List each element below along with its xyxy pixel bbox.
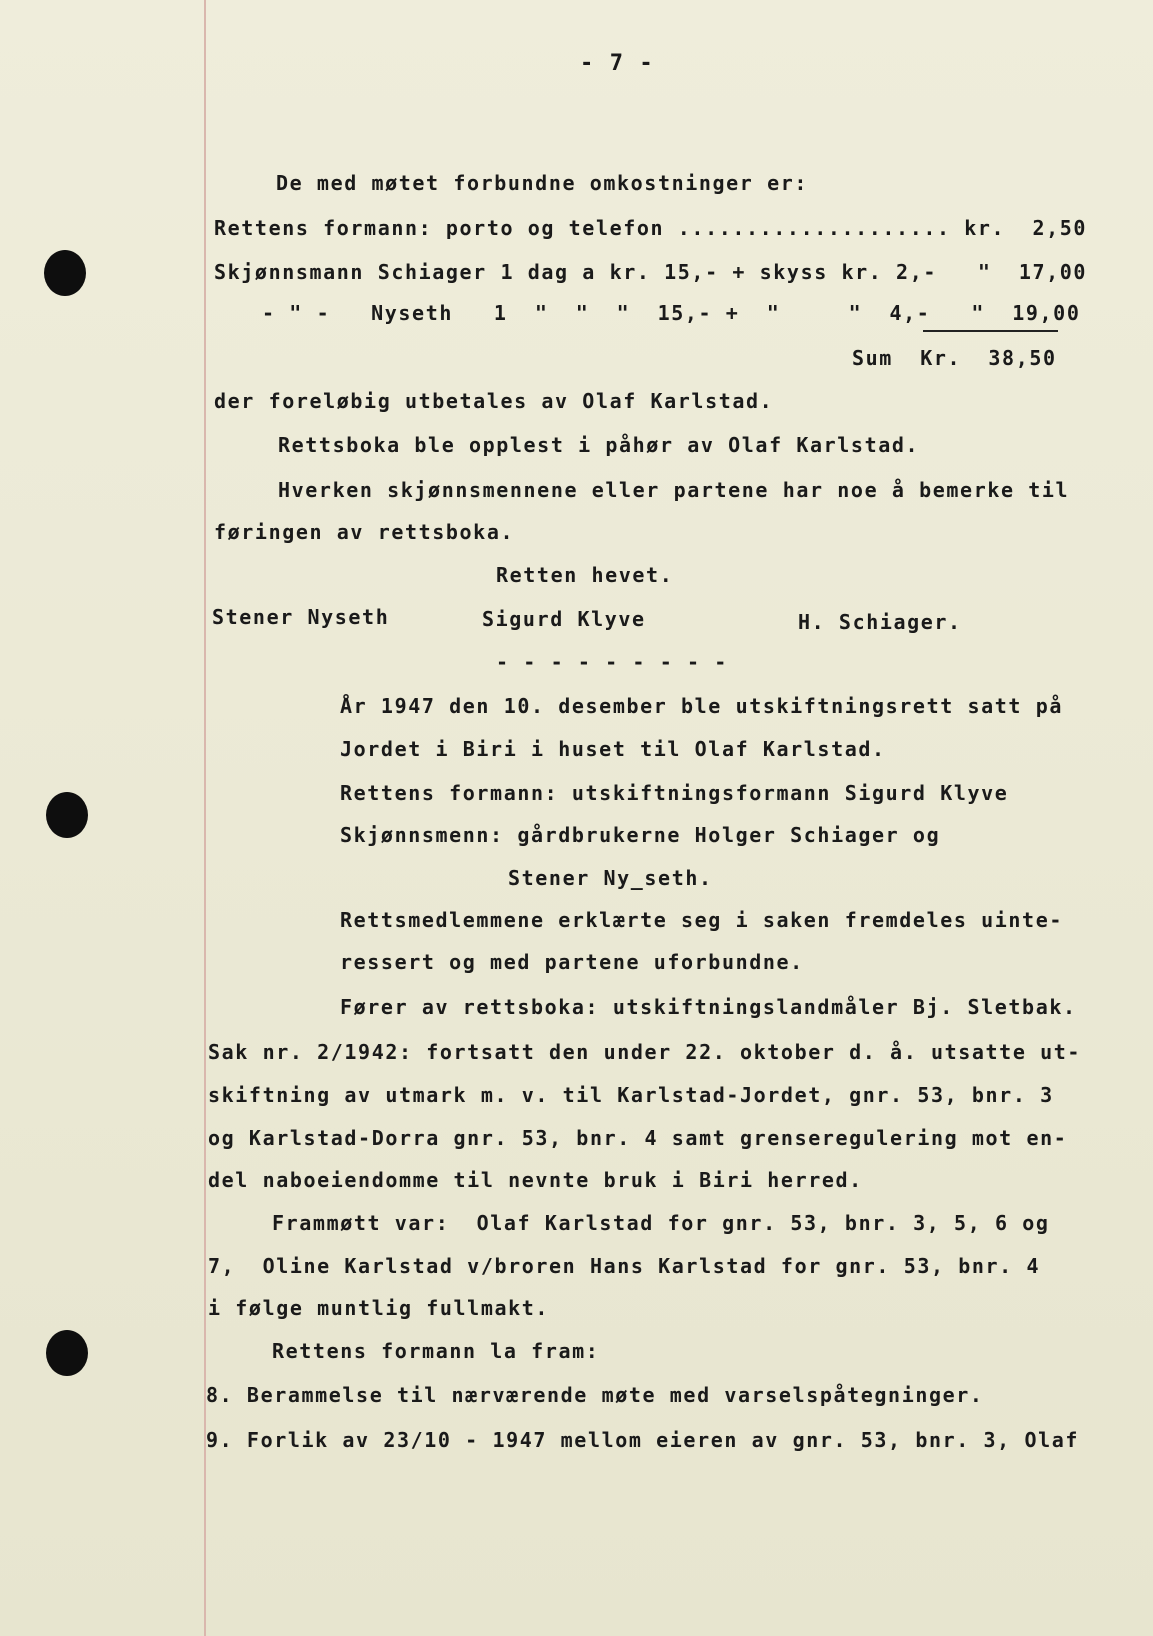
text-line: Rettsboka ble opplest i påhør av Olaf Karlstad. [278,433,920,457]
text-line: 9. Forlik av 23/10 - 1947 mellom eieren av gnr. 53, bnr. 3, Olaf [206,1428,1080,1452]
text-line: i følge muntlig fullmakt. [208,1296,550,1320]
signature-name: Sigurd Klyve [482,607,646,631]
text-line: - " - Nyseth 1 " " " 15,- + " " 4,- " 19,00 [262,301,1081,325]
text-line: 7, Oline Karlstad v/broren Hans Karlstad for gnr. 53, bnr. 4 [208,1254,1041,1278]
text-line: skiftning av utmark m. v. til Karlstad-Jordet, gnr. 53, bnr. 3 [208,1083,1054,1107]
text-line: ressert og med partene uforbundne. [340,950,804,974]
text-line: 8. Berammelse til nærværende møte med varselspåtegninger. [206,1383,984,1407]
punch-hole [46,792,88,838]
text-line: De med møtet forbundne omkostninger er: [276,171,808,195]
text-line: Rettsmedlemmene erklærte seg i saken fremdeles uinte- [340,908,1063,932]
page-number: - 7 - [580,51,655,76]
text-line: og Karlstad-Dorra gnr. 53, bnr. 4 samt grenseregulering mot en- [208,1126,1068,1150]
text-line: Retten hevet. [496,563,674,587]
punch-hole [46,1330,88,1376]
text-line: Hverken skjønnsmennene eller partene har noe å bemerke til [278,478,1070,502]
text-line: Sak nr. 2/1942: fortsatt den under 22. oktober d. å. utsatte ut- [208,1040,1082,1064]
text-line: føringen av rettsboka. [214,520,515,544]
sum-rule [923,330,1058,332]
signature-name: H. Schiager. [798,610,962,634]
text-line: Stener Ny_seth. [508,866,713,890]
text-line: Rettens formann la fram: [272,1339,600,1363]
text-line: Rettens formann: utskiftningsformann Sigurd Klyve [340,781,1009,805]
text-line: År 1947 den 10. desember ble utskiftningsrett satt på [340,694,1063,718]
text-line: del naboeiendomme til nevnte bruk i Biri herred. [208,1168,863,1192]
text-line: Skjønnsmenn: gårdbrukerne Holger Schiager og [340,823,941,847]
text-line: Frammøtt var: Olaf Karlstad for gnr. 53, bnr. 3, 5, 6 og [272,1211,1050,1235]
separator: - - - - - - - - - [496,650,728,674]
text-line: der foreløbig utbetales av Olaf Karlstad. [214,389,774,413]
text-line: Sum Kr. 38,50 [852,346,1057,370]
signature-name: Stener Nyseth [212,605,390,629]
text-line: Skjønnsmann Schiager 1 dag a kr. 15,- + skyss kr. 2,- " 17,00 [214,260,1088,284]
text-line: Fører av rettsboka: utskiftningslandmåler Bj. Sletbak. [340,995,1077,1019]
text-line: Jordet i Biri i huset til Olaf Karlstad. [340,737,886,761]
text-line: Rettens formann: porto og telefon .................... kr. 2,50 [214,216,1088,240]
punch-hole [44,250,86,296]
